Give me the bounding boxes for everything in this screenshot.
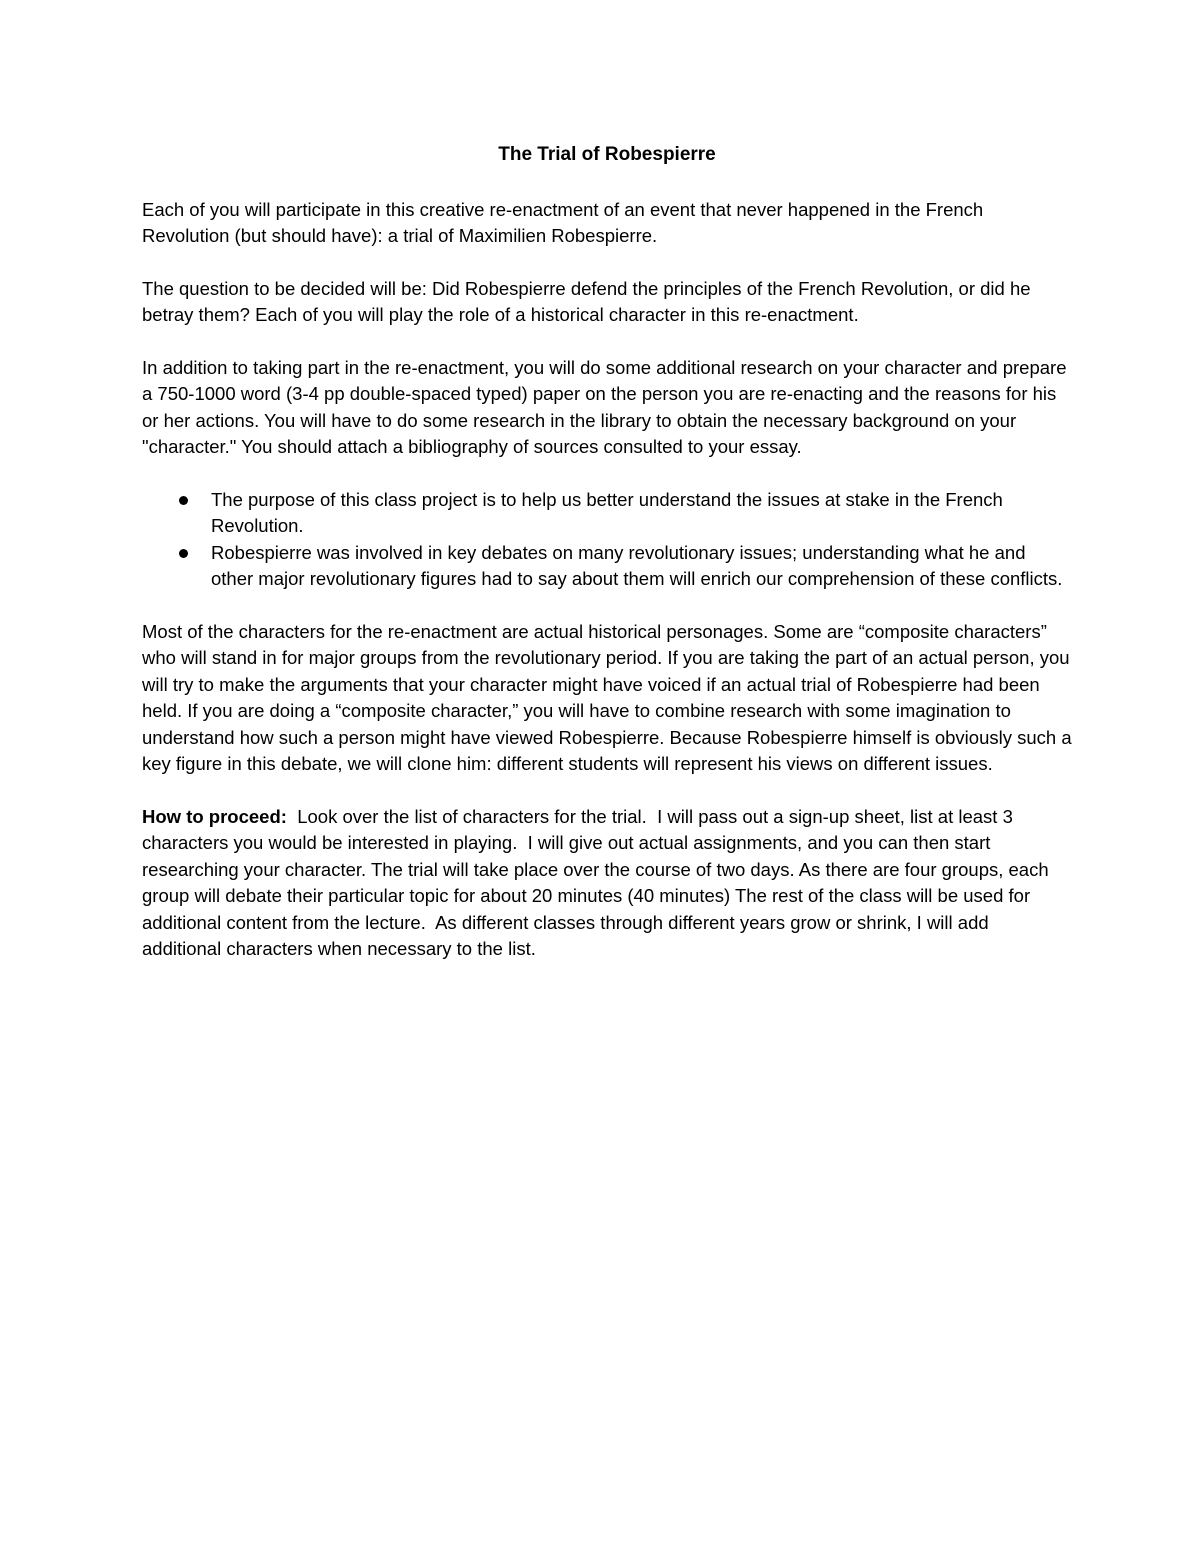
- bullet-item: [142, 540, 1072, 593]
- bullet-text: Robespierre was involved in key debates on many revolutionary issues; understanding what he and other major revolutionary figures had to say about them will enrich our comprehension of these conflicts.: [211, 541, 1063, 589]
- proceed-text: Look over the list of characters for the trial. I will pass out a sign-up sheet, list at least 3 characters you would be interested in playing. I will give out actual assignments, and you can then start researching your character. The trial will take place over the course of two days. As there are four groups, each group will debate their particular topic for about 20 minutes (40 minutes) The rest of the class will be used for additional content from the lecture. As different classes through different years grow or shrink, I will add additional characters when necessary to the list.: [142, 805, 1054, 959]
- document-title: The Trial of Robespierre: [498, 144, 716, 165]
- research-paragraph: In addition to taking part in the re-enactment, you will do some additional research on your character and prepare a 750-1000 word (3-4 pp double-spaced typed) paper on the person you are re-enacting and the reasons for his or her actions. You will have to do some research in the library to obtain the necessary background on your "character." You should attach a bibliography of sources consulted to your essay.: [142, 356, 1067, 457]
- purpose-bullet-list: [142, 487, 1072, 593]
- characters-paragraph: Most of the characters for the re-enactment are actual historical personages. Some are “composite characters” who will stand in for major groups from the revolutionary period. If you are taking the part of an actual person, you will try to make the arguments that your character might have voiced if an actual trial of Robespierre had been held. If you are doing a “composite character,” you will have to combine research with some imagination to understand how such a person might have viewed Robespierre. Because Robespierre himself is obviously such a key figure in this debate, we will clone him: different students will represent his views on different issues.: [142, 620, 1072, 774]
- proceed-paragraph: [142, 804, 1072, 963]
- bullet-text: The purpose of this class project is to help us better understand the issues at stake in the French Revolution.: [211, 488, 1003, 536]
- bullet-item: [142, 487, 1072, 540]
- proceed-label: How to proceed:: [142, 805, 287, 827]
- question-paragraph: The question to be decided will be: Did Robespierre defend the principles of the French Revolution, or did he betray them? Each of you will play the role of a historical character in this re-enactment.: [142, 277, 1031, 325]
- bullet-icon: [179, 496, 188, 505]
- document-body: [142, 138, 1072, 989]
- bullet-icon: [179, 549, 188, 558]
- intro-paragraph: Each of you will participate in this creative re-enactment of an event that never happened in the French Revolution (but should have): a trial of Maximilien Robespierre.: [142, 198, 984, 246]
